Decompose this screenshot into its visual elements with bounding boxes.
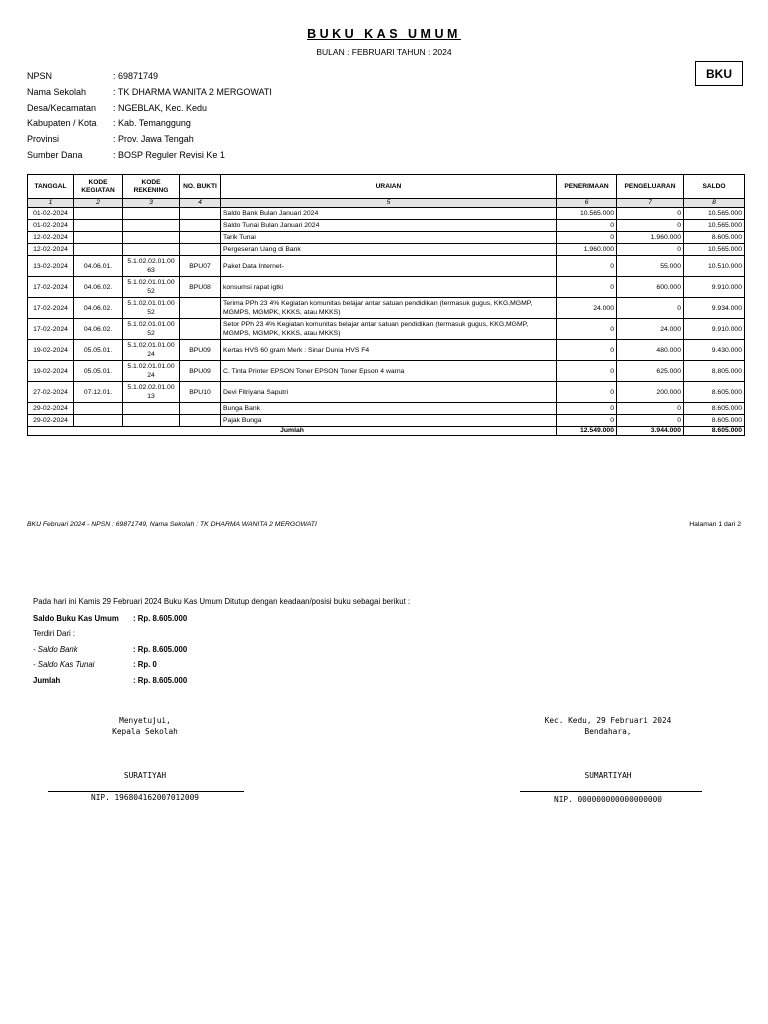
table-row: [28, 319, 745, 340]
cell-bukti: [180, 220, 221, 232]
cell-bukti: [180, 319, 221, 340]
cell-saldo: 10.510.000: [684, 256, 745, 277]
cell-tanggal: 17-02-2024: [28, 298, 74, 319]
table-row: [28, 403, 745, 415]
right-signature-nip: NIP. 000000000000000000: [554, 795, 662, 804]
info-row: [27, 148, 272, 164]
saldo-tunai: [33, 660, 157, 669]
column-number: 2: [74, 199, 123, 208]
cell-rekening: 5.1.02.01.01.00 52: [123, 277, 180, 298]
saldo-jumlah-value: : Rp. 8.605.000: [133, 676, 188, 685]
column-number: 4: [180, 199, 221, 208]
column-number: 3: [123, 199, 180, 208]
saldo-jumlah: [33, 676, 187, 685]
column-header: KODE KEGIATAN: [74, 175, 123, 199]
info-value: : NGEBLAK, Kec. Kedu: [113, 102, 208, 113]
cell-bukti: [180, 208, 221, 220]
info-row: [27, 116, 272, 132]
page-footer-left: BKU Februari 2024 - NPSN : 69871749, Nama Sekolah : TK DHARMA WANITA 2 MERGOWATI: [27, 521, 317, 528]
right-signature-line: [520, 791, 702, 792]
cell-bukti: [180, 415, 221, 427]
cell-penerimaan: 0: [557, 232, 617, 244]
cell-saldo: 8.605.000: [684, 415, 745, 427]
right-signature-name: SUMARTIYAH: [584, 771, 632, 780]
cell-rekening: [123, 415, 180, 427]
cell-rekening: 5.1.02.01.01.00 24: [123, 361, 180, 382]
cell-penerimaan: 0: [557, 403, 617, 415]
cell-saldo: 9.910.000: [684, 277, 745, 298]
info-label: NPSN: [27, 71, 53, 81]
cell-tanggal: 17-02-2024: [28, 319, 74, 340]
table-row: [28, 361, 745, 382]
cell-kegiatan: [74, 232, 123, 244]
info-label: Nama Sekolah: [27, 86, 87, 97]
column-number: 5: [221, 199, 557, 208]
cell-uraian: Devi Fitriyana Saputri: [221, 382, 557, 403]
cell-pengeluaran: 0: [617, 220, 684, 232]
cell-tanggal: 29-02-2024: [28, 415, 74, 427]
cell-rekening: 5.1.02.02.01.00 63: [123, 256, 180, 277]
column-header: SALDO: [684, 175, 745, 199]
cell-penerimaan: 0: [557, 415, 617, 427]
cell-rekening: [123, 403, 180, 415]
cell-kegiatan: 05.05.01.: [74, 340, 123, 361]
cell-tanggal: 27-02-2024: [28, 382, 74, 403]
cell-bukti: BPU09: [180, 361, 221, 382]
cell-rekening: [123, 232, 180, 244]
cell-bukti: [180, 232, 221, 244]
left-signature-role: Kepala Sekolah: [112, 727, 178, 736]
cell-uraian: Pajak Bunga: [221, 415, 557, 427]
cell-saldo: 8.805.000: [684, 361, 745, 382]
cell-kegiatan: 07.12.01.: [74, 382, 123, 403]
info-label: Desa/Kecamatan: [27, 102, 97, 113]
info-row: [27, 85, 272, 101]
cell-uraian: Pergeseran Uang di Bank: [221, 244, 557, 256]
cell-uraian: Terima PPh 23 4% Kegiatan komunitas belajar antar satuan pendidikan (termasuk gugus, KKG,MGMP, MGMPS, MGMPK, KKKS, atau MKKS): [221, 298, 557, 319]
cell-kegiatan: [74, 415, 123, 427]
table-header-row: [28, 175, 745, 199]
cell-tanggal: 19-02-2024: [28, 361, 74, 382]
left-signature-line: [48, 791, 244, 792]
cell-tanggal: 13-02-2024: [28, 256, 74, 277]
saldo-bku-value: : Rp. 8.605.000: [133, 614, 188, 623]
cell-kegiatan: 04.06.02.: [74, 277, 123, 298]
cell-saldo: 8.605.000: [684, 382, 745, 403]
column-header: PENERIMAAN: [557, 175, 617, 199]
cell-tanggal: 12-02-2024: [28, 232, 74, 244]
table-row: [28, 277, 745, 298]
cell-pengeluaran: 0: [617, 244, 684, 256]
table-row: [28, 220, 745, 232]
column-number: 1: [28, 199, 74, 208]
table-row: [28, 340, 745, 361]
cell-uraian: Paket Data Internet-: [221, 256, 557, 277]
cell-rekening: 5.1.02.01.01.00 52: [123, 298, 180, 319]
total-penerimaan: 12.549.000: [557, 427, 617, 436]
column-number: 6: [557, 199, 617, 208]
info-value: : Kab. Temanggung: [113, 118, 191, 129]
cell-bukti: [180, 244, 221, 256]
cell-pengeluaran: 200.000: [617, 382, 684, 403]
cell-rekening: 5.1.02.01.01.00 52: [123, 319, 180, 340]
cell-penerimaan: 0: [557, 277, 617, 298]
cell-kegiatan: [74, 208, 123, 220]
cell-pengeluaran: 480.000: [617, 340, 684, 361]
cell-uraian: Kertas HVS 60 gram Merk : Sinar Dunia HVS F4: [221, 340, 557, 361]
cell-bukti: BPU07: [180, 256, 221, 277]
table-row: [28, 415, 745, 427]
cell-penerimaan: 24.000: [557, 298, 617, 319]
cell-penerimaan: 10.565.000: [557, 208, 617, 220]
cell-bukti: BPU09: [180, 340, 221, 361]
total-row: [28, 427, 745, 436]
saldo-bku: [33, 614, 187, 623]
cell-saldo: 10.565.000: [684, 208, 745, 220]
info-value: : Prov. Jawa Tengah: [113, 134, 194, 145]
total-label: Jumlah: [28, 427, 557, 436]
column-header: TANGGAL: [28, 175, 74, 199]
right-signature-place-date: Kec. Kedu, 29 Februari 2024: [544, 716, 672, 725]
left-signature-name: SURATIYAH: [123, 771, 167, 780]
cell-kegiatan: 05.05.01.: [74, 361, 123, 382]
cell-penerimaan: 0: [557, 361, 617, 382]
cell-tanggal: 12-02-2024: [28, 244, 74, 256]
cell-pengeluaran: 600.000: [617, 277, 684, 298]
cell-bukti: [180, 298, 221, 319]
column-number: 7: [617, 199, 684, 208]
cell-rekening: [123, 208, 180, 220]
cell-rekening: 5.1.02.01.01.00 24: [123, 340, 180, 361]
cell-pengeluaran: 0: [617, 208, 684, 220]
cell-pengeluaran: 625.000: [617, 361, 684, 382]
cell-pengeluaran: 0: [617, 415, 684, 427]
cell-pengeluaran: 24.000: [617, 319, 684, 340]
saldo-jumlah-label: Jumlah: [33, 676, 61, 685]
cell-uraian: Tarik Tunai: [221, 232, 557, 244]
cell-bukti: BPU10: [180, 382, 221, 403]
saldo-bank-value: : Rp. 8.605.000: [133, 645, 188, 654]
cell-pengeluaran: 1.960.000: [617, 232, 684, 244]
document-subtitle: BULAN : FEBRUARI TAHUN : 2024: [316, 47, 452, 57]
cell-penerimaan: 0: [557, 319, 617, 340]
cell-penerimaan: 0: [557, 340, 617, 361]
cell-penerimaan: 1.960.000: [557, 244, 617, 256]
info-label: Kabupaten / Kota: [27, 118, 97, 129]
table-row: [28, 256, 745, 277]
cell-uraian: konsumsi rapat igtki: [221, 277, 557, 298]
cell-uraian: Saldo Bank Bulan Januari 2024: [221, 208, 557, 220]
cell-uraian: Setor PPh 23 4% Kegiatan komunitas belajar antar satuan pendidikan (termasuk gugus, KKG,MGMP, MGMPS, MGMPK, KKKS, atau MKKS): [221, 319, 557, 340]
table-row: [28, 208, 745, 220]
column-header: KODE REKENING: [123, 175, 180, 199]
bku-table: [27, 174, 745, 436]
column-header: URAIAN: [221, 175, 557, 199]
cell-saldo: 10.565.000: [684, 244, 745, 256]
info-row: [27, 69, 272, 85]
cell-tanggal: 19-02-2024: [28, 340, 74, 361]
cell-kegiatan: [74, 220, 123, 232]
saldo-tunai-label: - Saldo Kas Tunai: [33, 660, 95, 669]
cell-kegiatan: 04.06.02.: [74, 319, 123, 340]
saldo-tunai-value: : Rp. 0: [133, 660, 157, 669]
page-number: Halaman 1 dari 2: [689, 521, 741, 528]
total-saldo: 8.605.000: [684, 427, 745, 436]
column-number-row: [28, 199, 745, 208]
table-row: [28, 232, 745, 244]
cell-uraian: Saldo Tunai Bulan Januari 2024: [221, 220, 557, 232]
cell-saldo: 9.910.000: [684, 319, 745, 340]
bku-badge: BKU: [695, 61, 743, 86]
cell-pengeluaran: 0: [617, 403, 684, 415]
cell-saldo: 8.605.000: [684, 403, 745, 415]
school-info: [27, 69, 272, 164]
cell-penerimaan: 0: [557, 256, 617, 277]
left-signature-approval: Menyetujui,: [119, 716, 171, 725]
saldo-bank-label: - Saldo Bank: [33, 645, 78, 654]
cell-uraian: C. Tinta Printer EPSON Toner EPSON Toner Epson 4 warna: [221, 361, 557, 382]
table-row: [28, 244, 745, 256]
table-row: [28, 382, 745, 403]
total-pengeluaran: 3.944.000: [617, 427, 684, 436]
cell-pengeluaran: 55.000: [617, 256, 684, 277]
info-label: Provinsi: [27, 134, 60, 145]
cell-kegiatan: 04.06.01.: [74, 256, 123, 277]
cell-saldo: 9.430.000: [684, 340, 745, 361]
cell-kegiatan: 04.06.02.: [74, 298, 123, 319]
cell-penerimaan: 0: [557, 382, 617, 403]
column-header: PENGELUARAN: [617, 175, 684, 199]
cell-saldo: 9.934.000: [684, 298, 745, 319]
cell-tanggal: 01-02-2024: [28, 220, 74, 232]
info-value: : TK DHARMA WANITA 2 MERGOWATI: [113, 86, 272, 97]
cell-pengeluaran: 0: [617, 298, 684, 319]
cell-bukti: [180, 403, 221, 415]
info-row: [27, 132, 272, 148]
cell-bukti: BPU08: [180, 277, 221, 298]
cell-tanggal: 01-02-2024: [28, 208, 74, 220]
cell-tanggal: 29-02-2024: [28, 403, 74, 415]
left-signature-nip: NIP. 196804162007012009: [91, 793, 199, 802]
cell-rekening: [123, 244, 180, 256]
info-row: [27, 101, 272, 117]
cell-penerimaan: 0: [557, 220, 617, 232]
info-value: : 69871749: [113, 71, 159, 81]
column-header: NO. BUKTI: [180, 175, 221, 199]
saldo-bku-label: Saldo Buku Kas Umum: [33, 614, 119, 623]
info-label: Sumber Dana: [27, 149, 83, 160]
cell-rekening: 5.1.02.02.01.00 13: [123, 382, 180, 403]
cell-rekening: [123, 220, 180, 232]
column-number: 8: [684, 199, 745, 208]
cell-saldo: 8.605.000: [684, 232, 745, 244]
table-row: [28, 298, 745, 319]
cell-tanggal: 17-02-2024: [28, 277, 74, 298]
cell-saldo: 10.565.000: [684, 220, 745, 232]
right-signature-role: Bendahara,: [584, 727, 632, 736]
cell-kegiatan: [74, 244, 123, 256]
cell-kegiatan: [74, 403, 123, 415]
info-value: : BOSP Reguler Revisi Ke 1: [113, 149, 225, 160]
saldo-bank: [33, 645, 187, 654]
closing-statement: Pada hari ini Kamis 29 Februari 2024 Buku Kas Umum Ditutup dengan keadaan/posisi buku sebagai berikut :: [33, 597, 411, 606]
terdiri-dari: Terdiri Dari :: [33, 629, 76, 638]
cell-uraian: Bunga Bank: [221, 403, 557, 415]
document-title: BUKU KAS UMUM: [307, 27, 461, 41]
